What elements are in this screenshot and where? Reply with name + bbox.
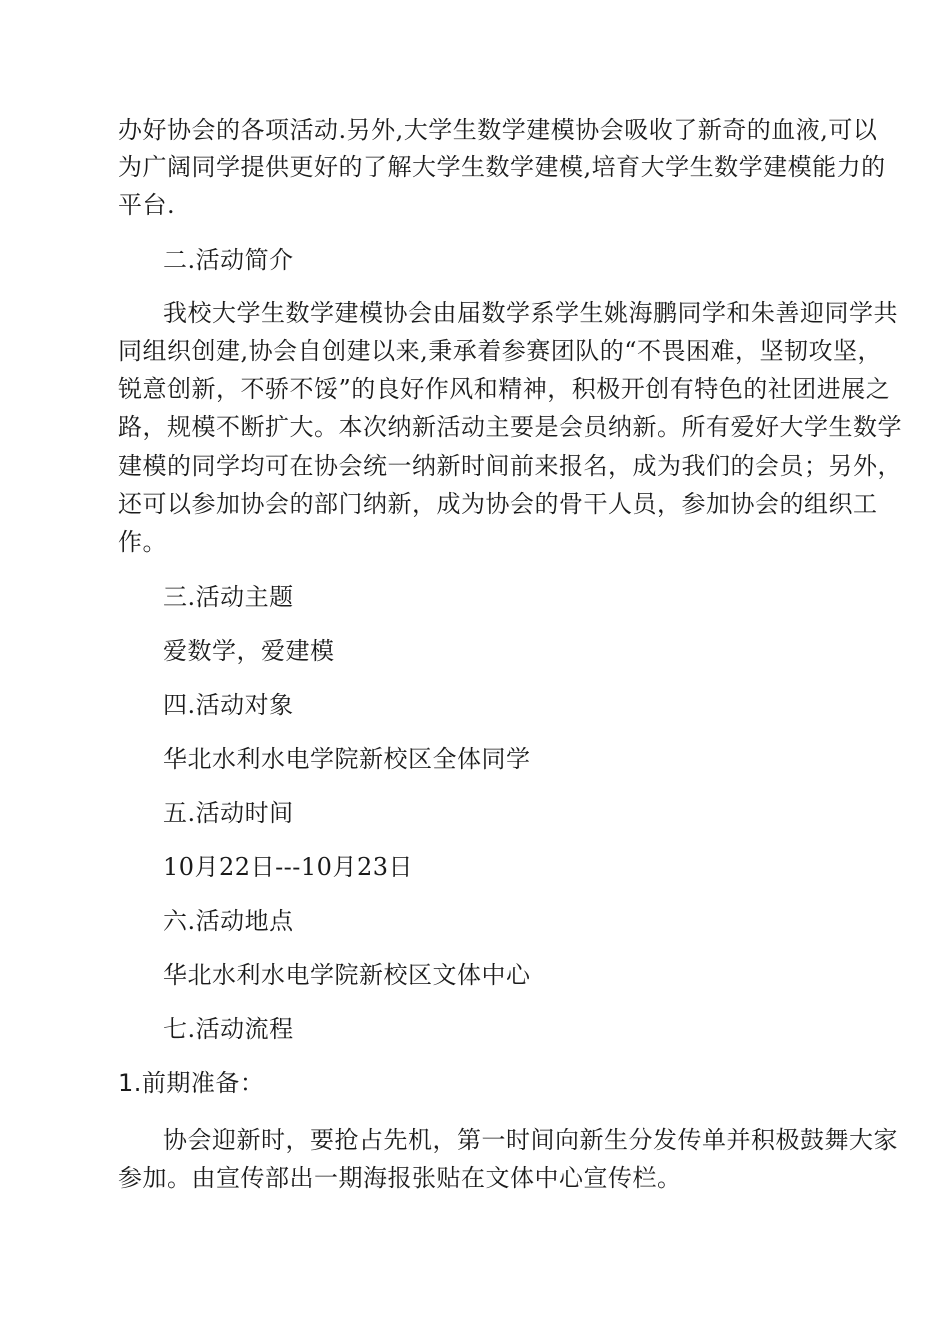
- section-2-heading: 二.活动简介: [163, 246, 294, 274]
- section-5-content: 10月22日---10月23日: [163, 853, 413, 881]
- section-6-heading: 六.活动地点: [163, 907, 294, 935]
- section-7-heading: 七.活动流程: [163, 1015, 294, 1043]
- section-2-line-4: 路，规模不断扩大。本次纳新活动主要是会员纳新。所有爱好大学生数学: [118, 413, 902, 441]
- section-2-line-5: 建模的同学均可在协会统一纳新时间前来报名，成为我们的会员；另外，: [118, 452, 902, 480]
- intro-line-3: 平台.: [118, 191, 176, 219]
- section-3-heading: 三.活动主题: [163, 583, 294, 611]
- section-5-heading: 五.活动时间: [163, 799, 294, 827]
- subsection-1-heading: 1.前期准备：: [118, 1069, 265, 1097]
- intro-line-2: 为广阔同学提供更好的了解大学生数学建模,培育大学生数学建模能力的: [118, 153, 886, 181]
- section-4-heading: 四.活动对象: [163, 691, 294, 719]
- subsection-1-line-1: 协会迎新时，要抢占先机，第一时间向新生分发传单并积极鼓舞大家: [163, 1126, 898, 1154]
- section-2-line-7: 作。: [118, 528, 167, 556]
- subsection-1-line-2: 参加。由宣传部出一期海报张贴在文体中心宣传栏。: [118, 1164, 682, 1192]
- section-2-line-3: 锐意创新，不骄不馁”的良好作风和精神，积极开创有特色的社团进展之: [118, 375, 891, 403]
- section-6-content: 华北水利水电学院新校区文体中心: [163, 961, 531, 989]
- section-3-content: 爱数学，爱建模: [163, 637, 335, 665]
- section-2-line-2: 同组织创建,协会自创建以来,秉承着参赛团队的“不畏困难，坚韧攻坚，: [118, 337, 883, 365]
- section-2-line-1: 我校大学生数学建模协会由届数学系学生姚海鹏同学和朱善迎同学共: [163, 299, 898, 327]
- section-4-content: 华北水利水电学院新校区全体同学: [163, 745, 531, 773]
- intro-line-1: 办好协会的各项活动.另外,大学生数学建模协会吸收了新奇的血液,可以: [118, 116, 878, 144]
- section-2-line-6: 还可以参加协会的部门纳新，成为协会的骨干人员，参加协会的组织工: [118, 490, 878, 518]
